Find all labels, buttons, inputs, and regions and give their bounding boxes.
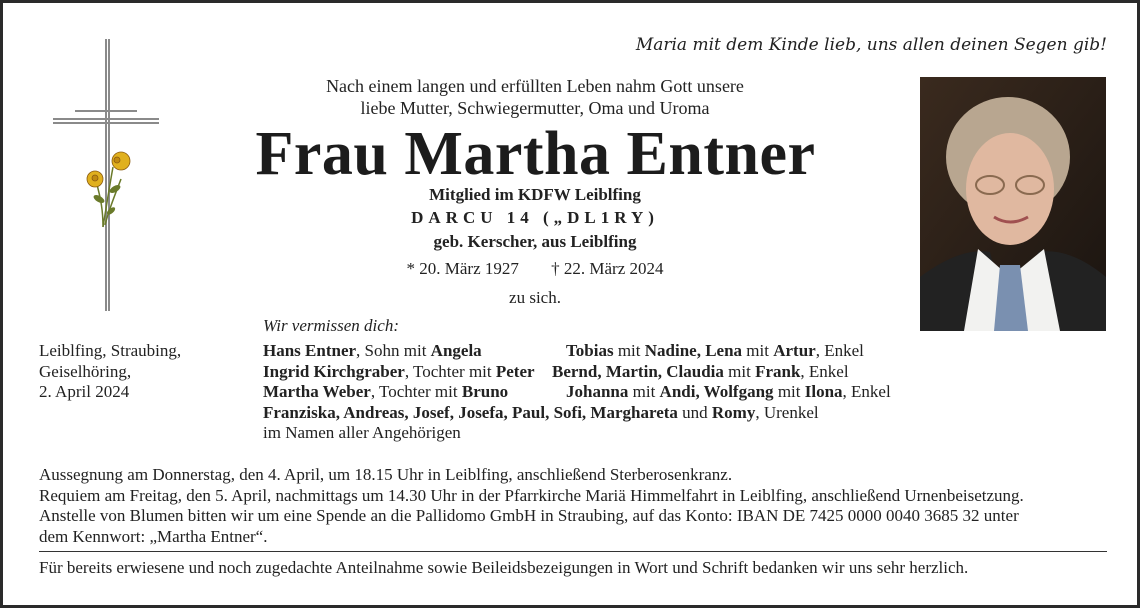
- membership: Mitglied im KDFW Leiblfing: [429, 185, 641, 204]
- motto: Maria mit dem Kinde lieb, uns allen deinen Segen gib!: [635, 35, 1107, 55]
- funeral-notice: [39, 465, 1109, 547]
- family-row-1: [263, 341, 963, 362]
- intro-line-1: Nach einem langen und erfüllten Leben nahm Gott unsere: [326, 76, 744, 96]
- notice-line-4: dem Kennwort: „Martha Entner“.: [39, 526, 268, 546]
- family-row-4: Franziska, Andreas, Josef, Josefa, Paul, Sofi, Marghareta und Romy, Urenkel: [263, 402, 819, 422]
- birth-name: geb. Kerscher, aus Leiblfing: [433, 232, 637, 251]
- notice-line-2: Requiem am Freitag, den 5. April, nachmittags um 14.30 Uhr in der Pfarrkirche Mariä Himmelfahrt in Leiblfing, anschließend Urnenbeisetzung.: [39, 485, 1024, 505]
- place-and-date: [39, 341, 181, 403]
- family-list: [263, 341, 963, 444]
- notice-line-3: Anstelle von Blumen bitten wir um eine Spende an die Pallidomo GmbH in Straubing, auf das Konto: IBAN DE 7425 0000 0040 3685 32 unter: [39, 506, 1019, 525]
- birth-date: * 20. März 1927: [406, 259, 519, 278]
- place-line-1: Leiblfing, Straubing,: [39, 341, 182, 360]
- family-row-2: [263, 362, 963, 383]
- family-entry: Tobias mit Nadine, Lena mit Artur, Enkel: [566, 341, 864, 360]
- divider: [39, 551, 1107, 552]
- intro-line-2: liebe Mutter, Schwiegermutter, Oma und Uroma: [360, 98, 710, 118]
- thanks-text: Für bereits erwiesene und noch zugedachte Anteilnahme sowie Beileidsbezeigungen in Wort und Schrift bedanken wir uns sehr herzlich.: [39, 558, 969, 577]
- notice-line-1: Aussegnung am Donnerstag, den 4. April, um 18.15 Uhr in Leiblfing, anschließend Sterberosenkranz.: [39, 465, 733, 484]
- family-entry: Bernd, Martin, Claudia mit Frank, Enkel: [552, 361, 849, 381]
- place-line-2: Geiselhöring,: [39, 361, 132, 381]
- to-him-text: zu sich.: [509, 288, 561, 307]
- callsign: DARCU 14 („DL1RY): [411, 208, 659, 227]
- cross-with-roses-icon: [51, 39, 161, 315]
- portrait-photo: [920, 77, 1106, 331]
- family-entry: Ingrid Kirchgraber, Tochter mit Peter: [263, 361, 535, 381]
- family-entry: Martha Weber, Tochter mit Bruno: [263, 382, 509, 401]
- life-dates: [265, 259, 805, 279]
- intro-text: [265, 75, 805, 119]
- family-entry: Hans Entner, Sohn mit Angela: [263, 341, 482, 360]
- death-date: † 22. März 2024: [551, 259, 664, 278]
- place-date: 2. April 2024: [39, 382, 130, 401]
- family-row-3: [263, 382, 963, 403]
- deceased-name: Frau Martha Entner: [255, 120, 816, 188]
- we-miss-you: Wir vermissen dich:: [263, 316, 399, 335]
- family-row-5: im Namen aller Angehörigen: [263, 423, 461, 442]
- family-entry: Johanna mit Andi, Wolfgang mit Ilona, Enkel: [566, 382, 891, 401]
